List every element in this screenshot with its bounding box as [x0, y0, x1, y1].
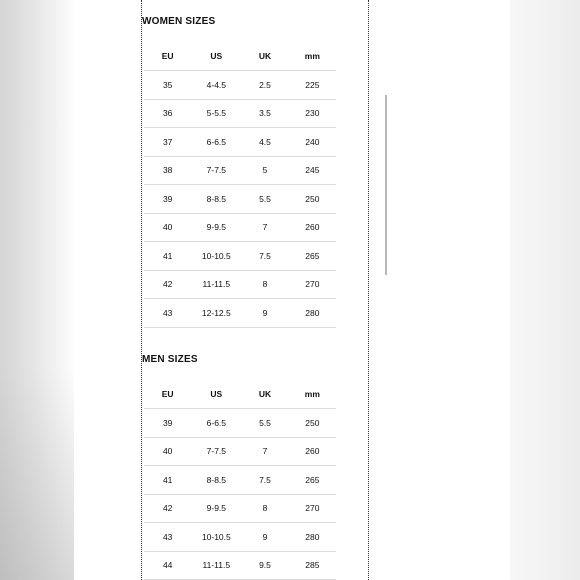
cell-mm: 260 — [305, 222, 320, 233]
cell-us: 11-11.5 — [202, 279, 231, 290]
background-shadow-left — [0, 0, 78, 580]
cell-uk: 7.5 — [259, 474, 271, 485]
scrollbar[interactable] — [385, 95, 387, 275]
page-border-left — [141, 0, 142, 580]
table-row — [144, 185, 336, 214]
table-header-row — [144, 42, 336, 71]
header-eu: EU — [161, 389, 174, 399]
cell-us: 11-11.5 — [202, 560, 231, 571]
table-row — [144, 71, 336, 100]
cell-eu: 42 — [162, 503, 173, 514]
table-row — [144, 466, 336, 495]
cell-eu: 39 — [162, 193, 173, 204]
cell-eu: 44 — [162, 560, 173, 571]
cell-us: 8-8.5 — [206, 474, 227, 485]
cell-uk: 2.5 — [259, 79, 271, 90]
cell-mm: 225 — [305, 79, 320, 90]
cell-eu: 38 — [162, 165, 173, 176]
cell-eu: 43 — [162, 531, 173, 542]
cell-us: 6-6.5 — [206, 417, 227, 428]
cell-eu: 40 — [162, 446, 173, 457]
cell-uk: 8 — [262, 503, 268, 514]
cell-uk: 9 — [262, 531, 268, 542]
cell-mm: 280 — [305, 531, 320, 542]
cell-eu: 37 — [162, 136, 173, 147]
cell-uk: 7 — [262, 446, 268, 457]
table-row — [144, 495, 336, 524]
table-row — [144, 100, 336, 129]
header-us: US — [210, 51, 223, 61]
header-us: US — [210, 389, 223, 399]
cell-eu: 41 — [162, 250, 173, 261]
table-row — [144, 523, 336, 552]
cell-uk: 7.5 — [259, 250, 271, 261]
cell-us: 5-5.5 — [206, 108, 227, 119]
cell-mm: 230 — [305, 108, 320, 119]
cell-mm: 265 — [305, 474, 320, 485]
cell-eu: 36 — [162, 108, 173, 119]
table-row — [144, 128, 336, 157]
cell-us: 7-7.5 — [206, 165, 227, 176]
table-row — [144, 299, 336, 328]
women-size-table — [144, 42, 336, 328]
table-row — [144, 214, 336, 243]
header-uk: UK — [258, 51, 272, 61]
cell-us: 6-6.5 — [206, 136, 227, 147]
cell-us: 10-10.5 — [201, 531, 231, 542]
cell-eu: 35 — [162, 79, 173, 90]
table-row — [144, 552, 336, 580]
cell-us: 10-10.5 — [201, 250, 231, 261]
header-mm: mm — [304, 51, 320, 61]
table-row — [144, 409, 336, 438]
cell-uk: 9 — [262, 307, 268, 318]
cell-mm: 245 — [305, 165, 320, 176]
cell-uk: 3.5 — [259, 108, 271, 119]
cell-uk: 5 — [262, 165, 268, 176]
cell-eu: 42 — [162, 279, 173, 290]
page-border-right — [368, 0, 369, 580]
cell-us: 4-4.5 — [206, 79, 227, 90]
table-row — [144, 157, 336, 186]
cell-uk: 4.5 — [259, 136, 271, 147]
men-sizes-title: MEN SIZES — [142, 354, 198, 365]
cell-eu: 41 — [162, 474, 173, 485]
table-row — [144, 438, 336, 467]
cell-uk: 9.5 — [259, 560, 271, 571]
cell-eu: 40 — [162, 222, 173, 233]
table-row — [144, 271, 336, 300]
background-shadow-bottom — [0, 370, 78, 580]
table-header-row — [144, 380, 336, 409]
cell-mm: 250 — [305, 417, 320, 428]
cell-mm: 265 — [305, 250, 320, 261]
cell-us: 8-8.5 — [206, 193, 227, 204]
cell-uk: 5.5 — [259, 417, 271, 428]
cell-mm: 260 — [305, 446, 320, 457]
cell-us: 9-9.5 — [206, 222, 227, 233]
cell-us: 9-9.5 — [206, 503, 227, 514]
cell-uk: 8 — [262, 279, 268, 290]
cell-eu: 39 — [162, 417, 173, 428]
header-mm: mm — [304, 389, 320, 399]
cell-us: 12-12.5 — [201, 307, 231, 318]
cell-mm: 240 — [305, 136, 320, 147]
cell-uk: 7 — [262, 222, 268, 233]
header-uk: UK — [258, 389, 272, 399]
cell-eu: 43 — [162, 307, 173, 318]
cell-us: 7-7.5 — [206, 446, 227, 457]
cell-uk: 5.5 — [259, 193, 271, 204]
cell-mm: 270 — [305, 503, 320, 514]
header-eu: EU — [161, 51, 174, 61]
women-sizes-title: WOMEN SIZES — [142, 16, 216, 27]
table-row — [144, 242, 336, 271]
cell-mm: 270 — [305, 279, 320, 290]
cell-mm: 285 — [305, 560, 320, 571]
cell-mm: 250 — [305, 193, 320, 204]
cell-mm: 280 — [305, 307, 320, 318]
men-size-table — [144, 380, 336, 580]
